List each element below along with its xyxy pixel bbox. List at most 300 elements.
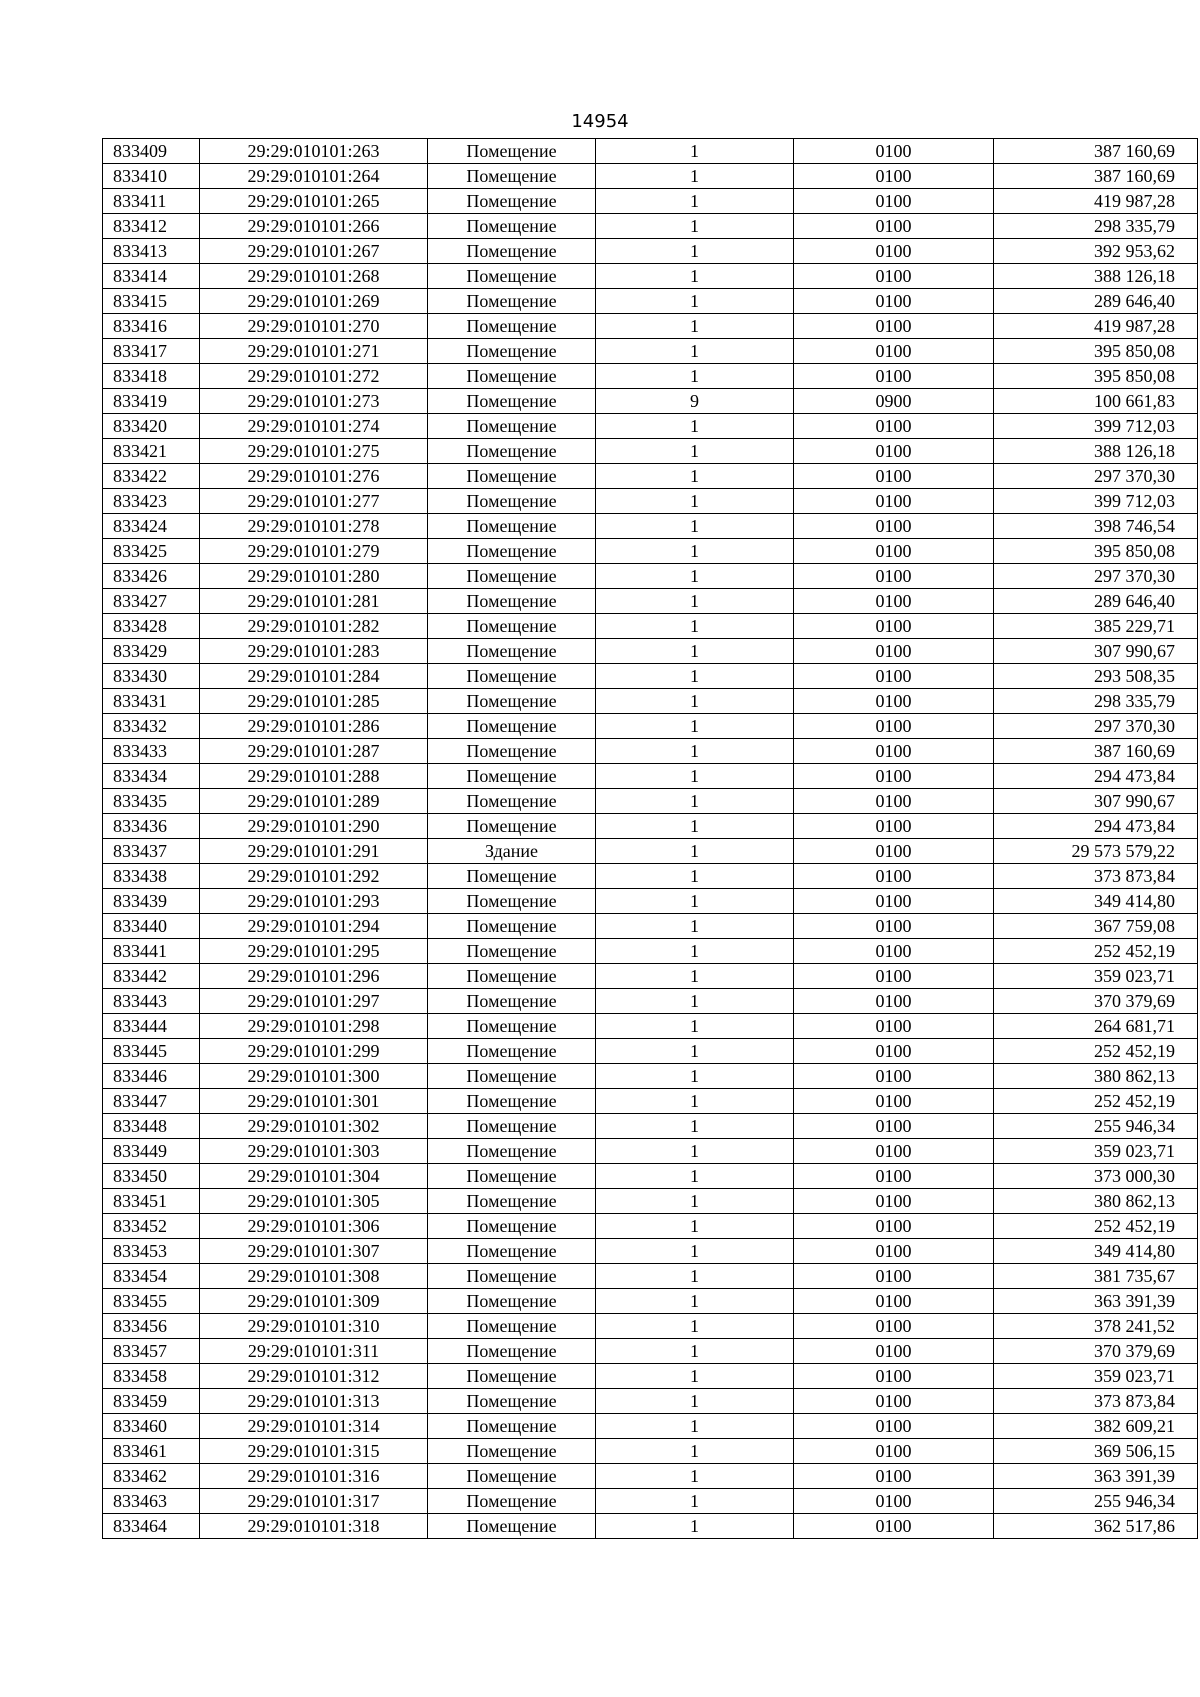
value-cell: 293 508,35 (994, 664, 1198, 689)
cadastral-number-cell: 29:29:010101:300 (200, 1064, 428, 1089)
row-number-cell: 833452 (103, 1214, 200, 1239)
group-cell: 1 (596, 289, 794, 314)
cadastral-number-cell: 29:29:010101:276 (200, 464, 428, 489)
object-type-cell: Помещение (428, 1239, 596, 1264)
cadastral-number-cell: 29:29:010101:282 (200, 614, 428, 639)
code-cell: 0100 (794, 614, 994, 639)
object-type-cell: Помещение (428, 1089, 596, 1114)
value-cell: 29 573 579,22 (994, 839, 1198, 864)
code-cell: 0100 (794, 864, 994, 889)
row-number-cell: 833414 (103, 264, 200, 289)
row-number-cell: 833427 (103, 589, 200, 614)
object-type-cell: Помещение (428, 714, 596, 739)
row-number-cell: 833454 (103, 1264, 200, 1289)
code-cell: 0100 (794, 1389, 994, 1414)
row-number-cell: 833444 (103, 1014, 200, 1039)
table-row (103, 1189, 1198, 1214)
cadastral-number-cell: 29:29:010101:302 (200, 1114, 428, 1139)
value-cell: 380 862,13 (994, 1064, 1198, 1089)
group-cell: 1 (596, 689, 794, 714)
group-cell: 1 (596, 1214, 794, 1239)
row-number-cell: 833448 (103, 1114, 200, 1139)
code-cell: 0100 (794, 1239, 994, 1264)
table-row (103, 239, 1198, 264)
group-cell: 1 (596, 189, 794, 214)
code-cell: 0100 (794, 914, 994, 939)
cadastral-number-cell: 29:29:010101:315 (200, 1439, 428, 1464)
code-cell: 0100 (794, 789, 994, 814)
cadastral-number-cell: 29:29:010101:265 (200, 189, 428, 214)
object-type-cell: Помещение (428, 664, 596, 689)
object-type-cell: Помещение (428, 939, 596, 964)
table-row (103, 514, 1198, 539)
row-number-cell: 833446 (103, 1064, 200, 1089)
group-cell: 1 (596, 564, 794, 589)
table-row (103, 1389, 1198, 1414)
table-row (103, 539, 1198, 564)
group-cell: 1 (596, 614, 794, 639)
object-type-cell: Помещение (428, 264, 596, 289)
table-row (103, 1464, 1198, 1489)
cadastral-number-cell: 29:29:010101:291 (200, 839, 428, 864)
group-cell: 1 (596, 1139, 794, 1164)
row-number-cell: 833451 (103, 1189, 200, 1214)
group-cell: 1 (596, 1289, 794, 1314)
value-cell: 419 987,28 (994, 314, 1198, 339)
table-row (103, 1514, 1198, 1539)
code-cell: 0100 (794, 564, 994, 589)
group-cell: 1 (596, 489, 794, 514)
cadastral-number-cell: 29:29:010101:297 (200, 989, 428, 1014)
group-cell: 1 (596, 439, 794, 464)
value-cell: 399 712,03 (994, 489, 1198, 514)
group-cell: 1 (596, 1064, 794, 1089)
value-cell: 297 370,30 (994, 464, 1198, 489)
row-number-cell: 833426 (103, 564, 200, 589)
group-cell: 1 (596, 364, 794, 389)
code-cell: 0900 (794, 389, 994, 414)
cadastral-number-cell: 29:29:010101:301 (200, 1089, 428, 1114)
code-cell: 0100 (794, 289, 994, 314)
row-number-cell: 833461 (103, 1439, 200, 1464)
row-number-cell: 833463 (103, 1489, 200, 1514)
group-cell: 1 (596, 1464, 794, 1489)
value-cell: 388 126,18 (994, 439, 1198, 464)
object-type-cell: Помещение (428, 739, 596, 764)
cadastral-number-cell: 29:29:010101:281 (200, 589, 428, 614)
cadastral-number-cell: 29:29:010101:314 (200, 1414, 428, 1439)
value-cell: 255 946,34 (994, 1489, 1198, 1514)
row-number-cell: 833409 (103, 139, 200, 164)
table-row (103, 789, 1198, 814)
group-cell: 1 (596, 414, 794, 439)
value-cell: 381 735,67 (994, 1264, 1198, 1289)
object-type-cell: Помещение (428, 414, 596, 439)
row-number-cell: 833422 (103, 464, 200, 489)
code-cell: 0100 (794, 439, 994, 464)
object-type-cell: Помещение (428, 1214, 596, 1239)
group-cell: 1 (596, 639, 794, 664)
table-row (103, 1239, 1198, 1264)
table-row (103, 1214, 1198, 1239)
table-row (103, 1064, 1198, 1089)
code-cell: 0100 (794, 1439, 994, 1464)
object-type-cell: Помещение (428, 164, 596, 189)
code-cell: 0100 (794, 1489, 994, 1514)
cadastral-number-cell: 29:29:010101:263 (200, 139, 428, 164)
row-number-cell: 833434 (103, 764, 200, 789)
cadastral-number-cell: 29:29:010101:304 (200, 1164, 428, 1189)
row-number-cell: 833433 (103, 739, 200, 764)
value-cell: 387 160,69 (994, 739, 1198, 764)
table-row (103, 889, 1198, 914)
code-cell: 0100 (794, 714, 994, 739)
group-cell: 1 (596, 864, 794, 889)
object-type-cell: Помещение (428, 639, 596, 664)
row-number-cell: 833450 (103, 1164, 200, 1189)
group-cell: 1 (596, 1264, 794, 1289)
cadastral-number-cell: 29:29:010101:278 (200, 514, 428, 539)
value-cell: 387 160,69 (994, 164, 1198, 189)
object-type-cell: Помещение (428, 1489, 596, 1514)
table-row (103, 1264, 1198, 1289)
object-type-cell: Помещение (428, 1164, 596, 1189)
table-row (103, 939, 1198, 964)
group-cell: 1 (596, 464, 794, 489)
code-cell: 0100 (794, 1414, 994, 1439)
table-row (103, 989, 1198, 1014)
value-cell: 362 517,86 (994, 1514, 1198, 1539)
group-cell: 1 (596, 914, 794, 939)
table-row (103, 1364, 1198, 1389)
table-row (103, 1414, 1198, 1439)
cadastral-number-cell: 29:29:010101:317 (200, 1489, 428, 1514)
group-cell: 1 (596, 1239, 794, 1264)
code-cell: 0100 (794, 489, 994, 514)
object-type-cell: Помещение (428, 214, 596, 239)
cadastral-number-cell: 29:29:010101:308 (200, 1264, 428, 1289)
row-number-cell: 833424 (103, 514, 200, 539)
code-cell: 0100 (794, 514, 994, 539)
code-cell: 0100 (794, 1264, 994, 1289)
value-cell: 289 646,40 (994, 289, 1198, 314)
cadastral-number-cell: 29:29:010101:285 (200, 689, 428, 714)
code-cell: 0100 (794, 939, 994, 964)
cadastral-number-cell: 29:29:010101:311 (200, 1339, 428, 1364)
code-cell: 0100 (794, 1064, 994, 1089)
group-cell: 1 (596, 664, 794, 689)
row-number-cell: 833449 (103, 1139, 200, 1164)
value-cell: 395 850,08 (994, 539, 1198, 564)
group-cell: 1 (596, 964, 794, 989)
value-cell: 297 370,30 (994, 714, 1198, 739)
cadastral-number-cell: 29:29:010101:306 (200, 1214, 428, 1239)
value-cell: 363 391,39 (994, 1289, 1198, 1314)
table-row (103, 1164, 1198, 1189)
value-cell: 373 873,84 (994, 864, 1198, 889)
cadastral-number-cell: 29:29:010101:286 (200, 714, 428, 739)
row-number-cell: 833456 (103, 1314, 200, 1339)
row-number-cell: 833411 (103, 189, 200, 214)
value-cell: 100 661,83 (994, 389, 1198, 414)
object-type-cell: Помещение (428, 614, 596, 639)
group-cell: 1 (596, 739, 794, 764)
value-cell: 359 023,71 (994, 964, 1198, 989)
table-row (103, 364, 1198, 389)
group-cell: 1 (596, 1089, 794, 1114)
cadastral-number-cell: 29:29:010101:294 (200, 914, 428, 939)
value-cell: 373 000,30 (994, 1164, 1198, 1189)
table-row (103, 689, 1198, 714)
object-type-cell: Помещение (428, 789, 596, 814)
group-cell: 1 (596, 339, 794, 364)
value-cell: 298 335,79 (994, 214, 1198, 239)
object-type-cell: Помещение (428, 1439, 596, 1464)
group-cell: 1 (596, 714, 794, 739)
cadastral-number-cell: 29:29:010101:269 (200, 289, 428, 314)
value-cell: 294 473,84 (994, 764, 1198, 789)
code-cell: 0100 (794, 589, 994, 614)
cadastral-number-cell: 29:29:010101:293 (200, 889, 428, 914)
code-cell: 0100 (794, 1514, 994, 1539)
value-cell: 378 241,52 (994, 1314, 1198, 1339)
cadastral-number-cell: 29:29:010101:307 (200, 1239, 428, 1264)
group-cell: 1 (596, 839, 794, 864)
group-cell: 1 (596, 1489, 794, 1514)
table-row (103, 839, 1198, 864)
code-cell: 0100 (794, 189, 994, 214)
code-cell: 0100 (794, 1289, 994, 1314)
row-number-cell: 833412 (103, 214, 200, 239)
row-number-cell: 833440 (103, 914, 200, 939)
registry-table (102, 138, 1198, 1539)
group-cell: 1 (596, 239, 794, 264)
group-cell: 1 (596, 789, 794, 814)
value-cell: 395 850,08 (994, 339, 1198, 364)
group-cell: 1 (596, 1189, 794, 1214)
value-cell: 380 862,13 (994, 1189, 1198, 1214)
group-cell: 1 (596, 539, 794, 564)
object-type-cell: Помещение (428, 464, 596, 489)
value-cell: 392 953,62 (994, 239, 1198, 264)
group-cell: 1 (596, 1164, 794, 1189)
code-cell: 0100 (794, 339, 994, 364)
code-cell: 0100 (794, 164, 994, 189)
table-row (103, 1139, 1198, 1164)
group-cell: 1 (596, 139, 794, 164)
value-cell: 349 414,80 (994, 889, 1198, 914)
value-cell: 370 379,69 (994, 1339, 1198, 1364)
table-row (103, 489, 1198, 514)
table-row (103, 1039, 1198, 1064)
code-cell: 0100 (794, 264, 994, 289)
table-row (103, 1314, 1198, 1339)
row-number-cell: 833413 (103, 239, 200, 264)
object-type-cell: Помещение (428, 589, 596, 614)
cadastral-number-cell: 29:29:010101:316 (200, 1464, 428, 1489)
row-number-cell: 833436 (103, 814, 200, 839)
table-row (103, 189, 1198, 214)
object-type-cell: Помещение (428, 439, 596, 464)
table-row (103, 814, 1198, 839)
row-number-cell: 833455 (103, 1289, 200, 1314)
code-cell: 0100 (794, 1214, 994, 1239)
value-cell: 369 506,15 (994, 1439, 1198, 1464)
row-number-cell: 833419 (103, 389, 200, 414)
row-number-cell: 833435 (103, 789, 200, 814)
code-cell: 0100 (794, 689, 994, 714)
cadastral-number-cell: 29:29:010101:313 (200, 1389, 428, 1414)
code-cell: 0100 (794, 239, 994, 264)
code-cell: 0100 (794, 1464, 994, 1489)
group-cell: 9 (596, 389, 794, 414)
group-cell: 1 (596, 589, 794, 614)
row-number-cell: 833425 (103, 539, 200, 564)
group-cell: 1 (596, 889, 794, 914)
value-cell: 363 391,39 (994, 1464, 1198, 1489)
row-number-cell: 833410 (103, 164, 200, 189)
table-row (103, 1014, 1198, 1039)
table-row (103, 714, 1198, 739)
cadastral-number-cell: 29:29:010101:274 (200, 414, 428, 439)
group-cell: 1 (596, 214, 794, 239)
code-cell: 0100 (794, 1039, 994, 1064)
value-cell: 252 452,19 (994, 1089, 1198, 1114)
table-row (103, 664, 1198, 689)
code-cell: 0100 (794, 1139, 994, 1164)
table-row (103, 289, 1198, 314)
object-type-cell: Помещение (428, 339, 596, 364)
object-type-cell: Помещение (428, 1139, 596, 1164)
cadastral-number-cell: 29:29:010101:268 (200, 264, 428, 289)
row-number-cell: 833421 (103, 439, 200, 464)
cadastral-number-cell: 29:29:010101:287 (200, 739, 428, 764)
object-type-cell: Помещение (428, 1064, 596, 1089)
object-type-cell: Помещение (428, 364, 596, 389)
value-cell: 289 646,40 (994, 589, 1198, 614)
row-number-cell: 833458 (103, 1364, 200, 1389)
object-type-cell: Помещение (428, 1264, 596, 1289)
group-cell: 1 (596, 1114, 794, 1139)
table-row (103, 1339, 1198, 1364)
code-cell: 0100 (794, 739, 994, 764)
value-cell: 298 335,79 (994, 689, 1198, 714)
table-row (103, 339, 1198, 364)
object-type-cell: Помещение (428, 914, 596, 939)
group-cell: 1 (596, 514, 794, 539)
table-row (103, 1289, 1198, 1314)
table-row (103, 1489, 1198, 1514)
table-row (103, 264, 1198, 289)
group-cell: 1 (596, 164, 794, 189)
object-type-cell: Помещение (428, 1114, 596, 1139)
row-number-cell: 833420 (103, 414, 200, 439)
cadastral-number-cell: 29:29:010101:266 (200, 214, 428, 239)
cadastral-number-cell: 29:29:010101:298 (200, 1014, 428, 1039)
object-type-cell: Помещение (428, 1189, 596, 1214)
row-number-cell: 833442 (103, 964, 200, 989)
value-cell: 382 609,21 (994, 1414, 1198, 1439)
table-row (103, 389, 1198, 414)
row-number-cell: 833416 (103, 314, 200, 339)
cadastral-number-cell: 29:29:010101:289 (200, 789, 428, 814)
group-cell: 1 (596, 1514, 794, 1539)
value-cell: 349 414,80 (994, 1239, 1198, 1264)
row-number-cell: 833417 (103, 339, 200, 364)
code-cell: 0100 (794, 1364, 994, 1389)
cadastral-number-cell: 29:29:010101:318 (200, 1514, 428, 1539)
object-type-cell: Помещение (428, 689, 596, 714)
table-row (103, 764, 1198, 789)
row-number-cell: 833453 (103, 1239, 200, 1264)
cadastral-number-cell: 29:29:010101:292 (200, 864, 428, 889)
object-type-cell: Помещение (428, 1289, 596, 1314)
row-number-cell: 833438 (103, 864, 200, 889)
value-cell: 367 759,08 (994, 914, 1198, 939)
table-row (103, 614, 1198, 639)
object-type-cell: Помещение (428, 1464, 596, 1489)
value-cell: 252 452,19 (994, 1039, 1198, 1064)
table-row (103, 914, 1198, 939)
row-number-cell: 833429 (103, 639, 200, 664)
value-cell: 297 370,30 (994, 564, 1198, 589)
row-number-cell: 833447 (103, 1089, 200, 1114)
row-number-cell: 833445 (103, 1039, 200, 1064)
object-type-cell: Помещение (428, 889, 596, 914)
code-cell: 0100 (794, 639, 994, 664)
object-type-cell: Помещение (428, 1364, 596, 1389)
code-cell: 0100 (794, 464, 994, 489)
cadastral-number-cell: 29:29:010101:272 (200, 364, 428, 389)
object-type-cell: Помещение (428, 964, 596, 989)
value-cell: 359 023,71 (994, 1364, 1198, 1389)
object-type-cell: Помещение (428, 1314, 596, 1339)
code-cell: 0100 (794, 1339, 994, 1364)
object-type-cell: Помещение (428, 289, 596, 314)
table-row (103, 439, 1198, 464)
object-type-cell: Помещение (428, 189, 596, 214)
cadastral-number-cell: 29:29:010101:296 (200, 964, 428, 989)
cadastral-number-cell: 29:29:010101:312 (200, 1364, 428, 1389)
code-cell: 0100 (794, 1164, 994, 1189)
code-cell: 0100 (794, 814, 994, 839)
value-cell: 307 990,67 (994, 639, 1198, 664)
cadastral-number-cell: 29:29:010101:270 (200, 314, 428, 339)
cadastral-number-cell: 29:29:010101:280 (200, 564, 428, 589)
code-cell: 0100 (794, 1189, 994, 1214)
group-cell: 1 (596, 764, 794, 789)
object-type-cell: Помещение (428, 314, 596, 339)
cadastral-number-cell: 29:29:010101:290 (200, 814, 428, 839)
table-row (103, 1439, 1198, 1464)
cadastral-number-cell: 29:29:010101:303 (200, 1139, 428, 1164)
object-type-cell: Помещение (428, 1339, 596, 1364)
value-cell: 373 873,84 (994, 1389, 1198, 1414)
table-row (103, 314, 1198, 339)
row-number-cell: 833462 (103, 1464, 200, 1489)
object-type-cell: Помещение (428, 389, 596, 414)
group-cell: 1 (596, 1414, 794, 1439)
row-number-cell: 833441 (103, 939, 200, 964)
row-number-cell: 833430 (103, 664, 200, 689)
row-number-cell: 833443 (103, 989, 200, 1014)
row-number-cell: 833437 (103, 839, 200, 864)
group-cell: 1 (596, 814, 794, 839)
table-row (103, 1114, 1198, 1139)
object-type-cell: Помещение (428, 539, 596, 564)
value-cell: 398 746,54 (994, 514, 1198, 539)
value-cell: 264 681,71 (994, 1014, 1198, 1039)
